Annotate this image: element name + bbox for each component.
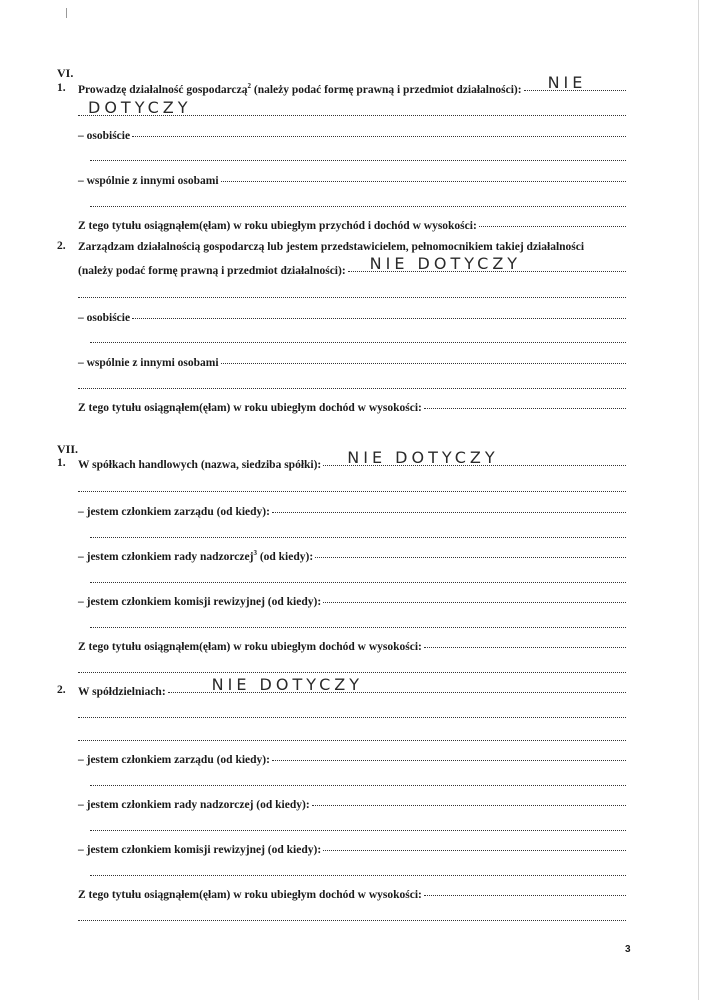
income-line2[interactable] (78, 660, 626, 673)
item-vii-2-row (78, 675, 626, 698)
komisja-field[interactable] (323, 590, 626, 603)
item-vii-2-number: 2. (57, 684, 66, 696)
zarzad-field[interactable] (272, 748, 626, 761)
vii-2-income-row (78, 885, 626, 901)
item-vi-1-income-row (78, 216, 626, 232)
rada-line2[interactable] (90, 570, 626, 583)
osobiscie-field[interactable] (132, 124, 626, 137)
item-vi-1-number: 1. (57, 82, 66, 94)
handwritten-answer: NIE DOTYCZY (347, 448, 499, 467)
income-field[interactable] (424, 883, 626, 896)
item-vii-1-number: 1. (57, 457, 66, 469)
vii-2-rada-row (78, 795, 626, 811)
osobiscie-line2[interactable] (90, 330, 626, 343)
komisja-field[interactable] (323, 838, 626, 851)
item-vii-1-row (78, 448, 626, 471)
item-vi-2-wspolnie-row (78, 353, 626, 369)
item-vi-2-field[interactable] (348, 254, 626, 273)
wspolnie-label: – wspólnie z innymi osobami (78, 357, 219, 369)
zarzad-line2[interactable] (90, 773, 626, 786)
item-vi-2-line1: Zarządzam działalnością gospodarczą lub jestem przedstawicielem, pełnomocnikiem takiej działalności (78, 241, 585, 253)
item-vi-1-label: Prowadzę działalność gospodarczą$^2$ (należy podać formę prawną i przedmiot działalności): (78, 82, 522, 96)
vii-1-komisja-row (78, 592, 626, 608)
income-label: Z tego tytułu osiągnąłem(ęłam) w roku ubiegłym dochód w wysokości: (78, 402, 422, 414)
osobiscie-label: – osobiście (78, 130, 131, 142)
item-vii-1-line2[interactable] (78, 479, 626, 492)
vii-2-zarzad-row (78, 750, 626, 766)
komisja-label: – jestem członkiem komisji rewizyjnej (od kiedy): (78, 844, 322, 856)
rada-line2[interactable] (90, 818, 626, 831)
item-vi-1-field[interactable] (524, 73, 626, 92)
zarzad-label: – jestem członkiem zarządu (od kiedy): (78, 506, 270, 518)
handwritten-answer: NIE DOTYCZY (369, 254, 522, 273)
vii-1-income-row (78, 637, 626, 653)
rada-label: – jestem członkiem rady nadzorczej (od kiedy): (78, 799, 310, 811)
rada-field[interactable] (315, 545, 626, 558)
income-label: Z tego tytułu osiągnąłem(ęłam) w roku ubiegłym dochód w wysokości: (78, 889, 422, 901)
wspolnie-line2[interactable] (78, 376, 626, 389)
item-vii-2-line2[interactable] (78, 705, 626, 718)
section-vii-heading: VII. (57, 442, 79, 456)
handwritten-answer: NIE DOTYCZY (211, 675, 364, 694)
handwritten-answer: NIE (547, 73, 587, 92)
income-field[interactable] (424, 635, 626, 648)
section-vi-heading: VI. (57, 66, 74, 80)
item-vi-2-income-row (78, 398, 626, 414)
page-number: 3 (625, 944, 631, 955)
zarzad-line2[interactable] (90, 525, 626, 538)
vii-1-zarzad-row (78, 502, 626, 518)
wspolnie-field[interactable] (221, 169, 626, 182)
income-label: Z tego tytułu osiągnąłem(ęłam) w roku ubiegłym przychód i dochód w wysokości: (78, 220, 477, 232)
rada-field[interactable] (312, 793, 626, 806)
item-vi-1-osobiscie-row (78, 126, 626, 142)
wspolnie-line2[interactable] (90, 194, 626, 207)
vii-1-rada-row (78, 547, 626, 563)
zarzad-label: – jestem członkiem zarządu (od kiedy): (78, 754, 270, 766)
wspolnie-label: – wspólnie z innymi osobami (78, 175, 219, 187)
item-vii-2-line3[interactable] (78, 728, 626, 741)
rada-label: – jestem członkiem rady nadzorczej$^3$ (od kiedy): (78, 549, 314, 563)
item-vi-1-wspolnie-row (78, 171, 626, 187)
income-field[interactable] (424, 396, 626, 409)
item-vi-2-line2[interactable] (78, 285, 626, 298)
item-vii-1-field[interactable] (323, 448, 626, 467)
income-field[interactable] (479, 214, 626, 227)
vii-2-komisja-row (78, 840, 626, 856)
komisja-line2[interactable] (90, 863, 626, 876)
item-vi-2-osobiscie-row (78, 308, 626, 324)
item-vi-2-number: 2. (57, 240, 66, 252)
page-edge (698, 0, 699, 1000)
osobiscie-label: – osobiście (78, 312, 131, 324)
komisja-line2[interactable] (90, 615, 626, 628)
osobiscie-line2[interactable] (90, 148, 626, 161)
osobiscie-field[interactable] (132, 306, 626, 319)
item-vii-2-label: W spółdzielniach: (78, 686, 166, 698)
zarzad-field[interactable] (272, 500, 626, 513)
item-vii-1-label: W spółkach handlowych (nazwa, siedziba spółki): (78, 459, 322, 471)
scan-mark (66, 8, 67, 18)
handwritten-answer: DOTYCZY (88, 98, 192, 117)
item-vii-2-field[interactable] (168, 675, 626, 694)
income-label: Z tego tytułu osiągnąłem(ęłam) w roku ubiegłym dochód w wysokości: (78, 641, 422, 653)
item-vi-2-label: (należy podać formę prawną i przedmiot działalności): (78, 265, 346, 277)
item-vi-2-row (78, 254, 626, 277)
item-vi-1-row (78, 73, 626, 96)
komisja-label: – jestem członkiem komisji rewizyjnej (od kiedy): (78, 596, 322, 608)
item-vi-1-line2[interactable] (78, 98, 626, 117)
income-line2[interactable] (78, 908, 626, 921)
wspolnie-field[interactable] (221, 351, 626, 364)
